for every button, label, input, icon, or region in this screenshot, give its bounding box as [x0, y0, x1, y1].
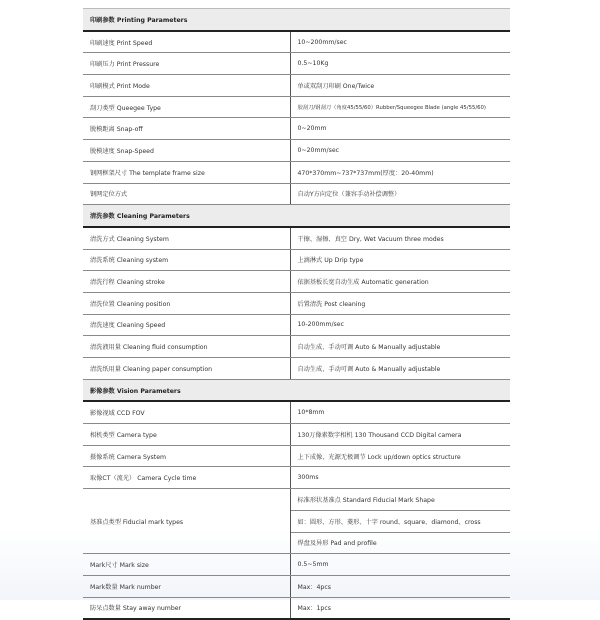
param-label: 取像CT（流光） Camera Cycle time [83, 467, 290, 489]
param-label: 影像视域 CCD FOV [83, 401, 290, 423]
param-value: 10*8mm [290, 401, 510, 423]
param-value: 上下成像、光源无极调节 Lock up/down optics structure [290, 445, 510, 467]
param-label: 脱模距离 Snap-off [83, 118, 290, 140]
table-row [83, 161, 510, 183]
param-label: 印刷压力 Print Pressure [83, 53, 290, 75]
section-title: 清洗参数 Cleaning Parameters [83, 205, 510, 227]
table-row [83, 336, 510, 358]
table-row [83, 118, 510, 140]
table-row [83, 554, 510, 576]
param-label: 钢网定位方式 [83, 183, 290, 205]
param-label: 脱模速度 Snap-Speed [83, 140, 290, 162]
param-value: Max：1pcs [290, 597, 510, 619]
table-row [83, 358, 510, 380]
section-header-vision [83, 379, 510, 401]
table-row [83, 445, 510, 467]
table-row [83, 140, 510, 162]
table-row [83, 467, 510, 489]
param-label: 清洗速度 Cleaning Speed [83, 314, 290, 336]
param-value: 自动Y方向定位（兼容手动补偿调整） [290, 183, 510, 205]
param-value: 焊盘及异形 Pad and profile [290, 532, 510, 554]
param-value: 470*370mm~737*737mm(厚度：20-40mm) [290, 161, 510, 183]
param-value: 依据基板长宽自动生成 Automatic generation [290, 271, 510, 293]
param-label: 基准点类型 Fiducial mark types [83, 489, 290, 554]
param-label: 印刷速度 Print Speed [83, 31, 290, 53]
param-value: 自动生成、手动可调 Auto & Manually adjustable [290, 336, 510, 358]
table-row [83, 292, 510, 314]
param-label: 印刷模式 Print Mode [83, 75, 290, 97]
param-value: 自动生成、手动可调 Auto & Manually adjustable [290, 358, 510, 380]
param-label: 清洗系统 Cleaning system [83, 249, 290, 271]
param-label: 清洗位置 Cleaning position [83, 292, 290, 314]
section-header-cleaning [83, 205, 510, 227]
param-value: 干擦、湿擦、真空 Dry, Wet Vacuum three modes [290, 227, 510, 249]
param-label: Mark尺寸 Mark size [83, 554, 290, 576]
param-value: 单或双刮刀印刷 One/Twice [290, 75, 510, 97]
param-label: 清洗行程 Cleaning stroke [83, 271, 290, 293]
param-value: 后置清洗 Post cleaning [290, 292, 510, 314]
param-label: 防呆点数量 Stay away number [83, 597, 290, 619]
param-label: 钢网框架尺寸 The template frame size [83, 161, 290, 183]
param-value: 标准形状基准点 Standard Fiducial Mark Shape [290, 489, 510, 511]
param-value: 胶刮刀/钢刮刀（角度45/55/60）Rubber/Squeegee Blade (angle 45/55/60) [290, 96, 510, 118]
param-value: 130万像素数字相机 130 Thousand CCD Digital camera [290, 424, 510, 446]
param-value: Max：4pcs [290, 575, 510, 597]
table-row [83, 53, 510, 75]
param-label: 相机类型 Camera type [83, 424, 290, 446]
table-row [83, 271, 510, 293]
table-row [83, 401, 510, 423]
section-header-printing [83, 9, 510, 31]
param-value: 10~200mm/sec [290, 31, 510, 53]
table-row [83, 96, 510, 118]
param-label: 清洗液用量 Cleaning fluid consumption [83, 336, 290, 358]
table-row [83, 183, 510, 205]
table-row [83, 227, 510, 249]
param-label: 摄像系统 Camera System [83, 445, 290, 467]
section-title: 影像参数 Vision Parameters [83, 379, 510, 401]
param-value: 0~20mm [290, 118, 510, 140]
spec-table [83, 8, 510, 620]
param-value: 10-200mm/sec [290, 314, 510, 336]
param-value: 上滴淋式 Up Drip type [290, 249, 510, 271]
section-title: 印刷参数 Printing Parameters [83, 9, 510, 31]
table-row [83, 424, 510, 446]
param-value: 如：圆形、方形、菱形、十字 round、square、diamond、cross [290, 510, 510, 532]
table-row [83, 314, 510, 336]
table-row-fiducial [83, 489, 510, 511]
param-value: 300ms [290, 467, 510, 489]
table-row [83, 597, 510, 619]
param-value: 0.5~5mm [290, 554, 510, 576]
table-row [83, 575, 510, 597]
param-label: Mark数量 Mark number [83, 575, 290, 597]
param-label: 清洗方式 Cleaning System [83, 227, 290, 249]
param-value: 0.5~10Kg [290, 53, 510, 75]
param-value: 0~20mm/sec [290, 140, 510, 162]
table-row [83, 249, 510, 271]
param-label: 清洗纸用量 Cleaning paper consumption [83, 358, 290, 380]
param-label: 刮刀类型 Queegee Type [83, 96, 290, 118]
table-row [83, 75, 510, 97]
table-row [83, 31, 510, 53]
